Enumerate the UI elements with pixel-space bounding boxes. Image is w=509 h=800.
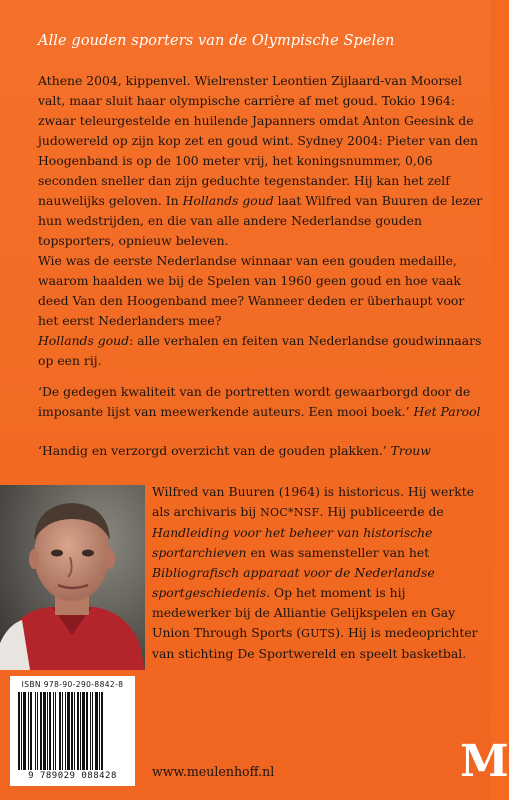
quote-source: Trouw [390,443,431,458]
book-title: Hollands goud [38,333,130,348]
blurb-paragraph-1: Athene 2004, kippenvel. Wielrenster Leontien Zijlaard-van Moorsel valt, maar sluit haar olympische carrière af met goud. Tokio 1964: zwaar teleurgestelde en huilende Japanners omdat Anton Geesink de judowereld op zijn kop zet en goud wint. Sydney 2004: Pieter van den Hoogenband is op de 100 meter vrij, het koningsnummer, 0,06 seconden sneller dan zijn geduchte tegenstander. Hij kan het zelf nauwelijks geloven. In Hollands goud laat Wilfred van Buuren de lezer hun wedstrijden, en die van alle andere Nederlandse gouden topsporters, opnieuw beleven. [38,73,483,248]
barcode-digits: 9 789029 088428 [28,771,117,781]
book-title: Hollands goud [182,193,274,208]
barcode-panel [10,676,135,786]
quote-source: Het Parool [413,404,481,419]
author-photo [0,485,145,670]
publisher-website[interactable]: www.meulenhoff.nl [152,764,275,779]
publisher-logo: M [460,736,509,787]
author-bio-text: Wilfred van Buuren (1964) is historicus. Hij werkte als archivaris bij NOC*NSF. Hij publiceerde de Handleiding voor het beheer van historische sportarchieven en was samensteller van het Bibliografisch apparaat voor de Nederlandse sportgeschiedenis. Op het moment is hij medewerker bij de Alliantie Gelijkspelen en Gay Union Through Sports (GUTS). Hij is medeoprichter van stichting De Sportwereld en speelt basketbal. [152,484,478,661]
review-quote: ‘De gedegen kwaliteit van de portretten wordt gewaarborgd door de imposante lijst van meewerkende auteurs. Een mooi boek.’ Het Parool [38,384,481,419]
barcode-icon [18,692,127,770]
review-quotes [38,382,488,480]
blurb-paragraph-2: Wie was de eerste Nederlandse winnaar van een gouden medaille, waarom haalden we bij de Spelen van 1960 geen goud en hoe vaak deed Van den Hoogenband mee? Wanneer deden er überhaupt voor het eerst Nederlanders mee? [38,253,465,328]
tagline: Alle gouden sporters van de Olympische Spelen [38,33,395,49]
blurb-paragraph-3: Hollands goud: alle verhalen en feiten van Nederlandse goudwinnaars op een rij. [38,333,482,368]
author-portrait-illustration [0,485,145,670]
author-bio [152,482,488,664]
blurb [38,71,488,371]
review-quote: ‘Handig en verzorgd overzicht van de gouden plakken.’ Trouw [38,443,431,458]
isbn-label: ISBN 978-90-290-8842-8 [21,680,124,689]
